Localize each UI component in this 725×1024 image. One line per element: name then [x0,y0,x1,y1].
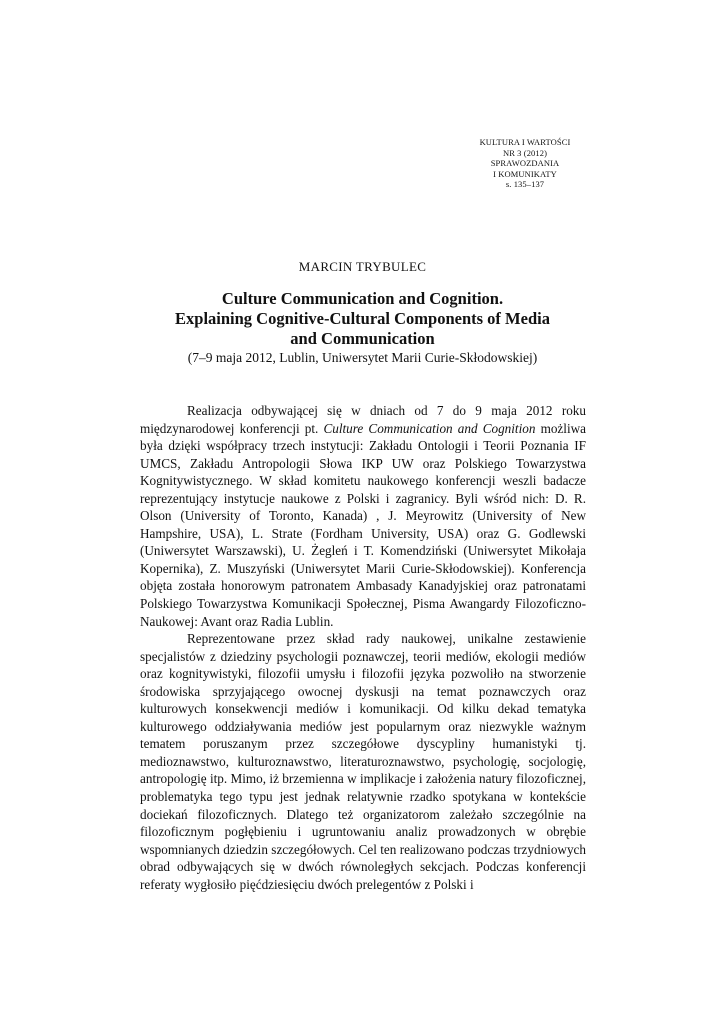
title-line-3: and Communication [290,329,435,348]
paragraph-1-part-2: możliwa była dzięki współpracy trzech instytucji: Zakładu Ontologii i Teorii Poznania IF UMCS, Zakładu Antropologii Słowa IKP UW oraz Polskiego Towarzystwa Kognitywistycznego. W skład komitetu naukowego konferencji weszli badacze reprezentujący instytucje naukowe z Polski i zagranicy. Byli wśród nich: D. R. Olson (University of Toronto, Kanada) , J. Meyrowitz (University of New Hampshire, USA), L. Strate (Fordham University, USA) oraz G. Godlewski (Uniwersytet Warszawski), U. Żegleń i T. Komendziński (Uniwersytet Mikołaja Kopernika), Z. Muszyński (Uniwersytet Marii Curie-Skłodowskiej). Konferencja objęta została honorowym patronatem Ambasady Kanadyjskiej oraz patronatami Polskiego Towarzystwa Komunikacji Społecznej, Pisma Awangardy Filozoficzno-Naukowej: Avant oraz Radia Lublin. [140,420,586,629]
journal-pages: s. 135–137 [505,179,545,189]
journal-header [465,137,585,190]
article-title [140,289,585,366]
paragraph-1 [140,402,586,630]
journal-section-cont: I KOMUNIKATY [493,168,557,179]
paragraph-1-part-1: Realizacja odbywającej się w dniach od 7 do 9 maja 2012 roku międzynarodowej konferencji pt. [140,403,586,436]
author-name: MARCIN TRYBULEC [298,259,427,274]
journal-title: KULTURA I WARTOŚCI [479,137,571,147]
conference-name-italic: Culture Communication and Cognition [323,420,536,436]
article-body [140,402,586,893]
journal-issue: NR 3 (2012) [502,147,548,158]
journal-section: SPRAWOZDANIA [490,158,560,168]
paragraph-2: Reprezentowane przez skład rady naukowej, unikalne zestawienie specjalistów z dziedziny psychologii poznawczej, teorii mediów, ekologii mediów oraz kognitywistyki, filozofii umysłu i filozofii języka pozwoliło na stworzenie środowiska sprzyjającego owocnej dyskusji na temat poznawczych oraz kulturowych konsekwencji mediów i komunikacji. Od kilku dekad tematyka kulturowego oddziaływania mediów jest popularnym oraz niezwykle ważnym tematem poruszanym przez szczegółowe dyscypliny humanistyki tj. medioznawstwo, kulturoznawstwo, literaturoznawstwo, psychologię, socjologię, antropologię itp. Mimo, iż brzemienna w implikacje i założenia natury filozoficznej, problematyka tego typu jest jednak relatywnie rzadko spotykana w kontekście dociekań filozoficznych. Dlatego też organizatorom zależało szczególnie na filozoficznym pogłębieniu i ugruntowaniu analiz prowadzonych w obrębie wspomnianych dziedzin szczegółowych. Cel ten realizowano podczas trzydniowych obrad odbywających się w dwóch równoległych sekcjach. Podczas konferencji referaty wygłosiło pięćdziesięciu dwóch prelegentów z Polski i [140,631,586,892]
title-line-2: Explaining Cognitive-Cultural Components of Media [175,309,550,328]
event-subtitle: (7–9 maja 2012, Lublin, Uniwersytet Marii Curie-Skłodowskiej) [187,350,538,365]
title-line-1: Culture Communication and Cognition. [221,289,504,308]
